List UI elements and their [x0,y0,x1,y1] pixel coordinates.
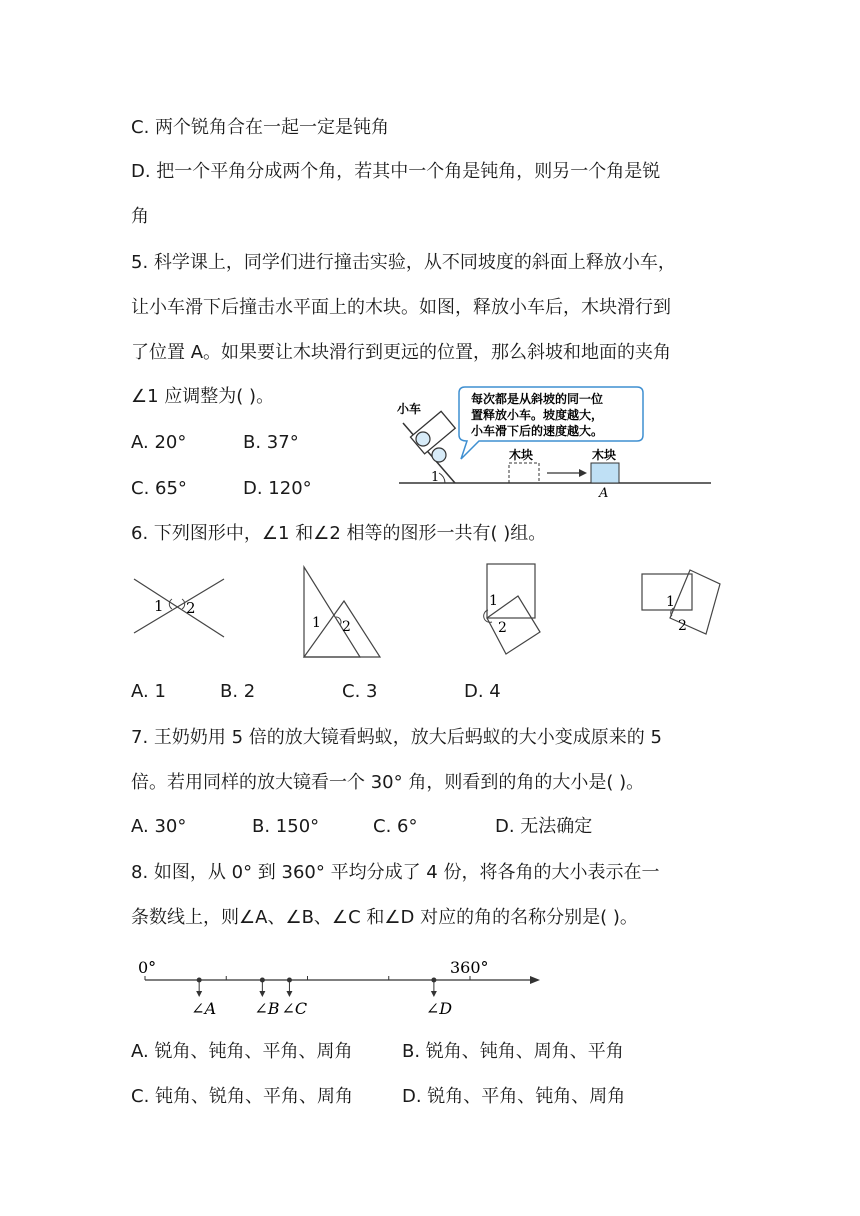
car-label: 小车 [397,402,422,416]
car [410,411,455,454]
q5-stem-line4: ∠1 应调整为( )。 [131,386,275,407]
q6-option-c: C. 3 [342,681,378,702]
block-end-label: 木块 [592,448,617,462]
numberline-pointer-head [431,991,437,997]
bubble-line1: 每次都是从斜坡的同一位 [471,392,604,406]
q7-option-a: A. 30° [131,816,187,837]
numberline-arrowhead [530,976,540,984]
q6-option-b: B. 2 [220,681,256,702]
numberline-point-label: ∠B [254,999,280,1018]
numberline-point-label: ∠D [425,999,453,1018]
angle-2-label: 2 [678,618,687,634]
numberline-start-label: 0° [138,958,157,977]
q7-stem-line2: 倍。若用同样的放大镜看一个 30° 角，则看到的角的大小是( )。 [131,772,645,793]
q7-option-b: B. 150° [252,816,320,837]
q6-stem: 6. 下列图形中，∠1 和∠2 相等的图形一共有( )组。 [131,523,547,544]
angle-arc [439,473,445,483]
numberline-pointer-head [196,991,202,997]
block-end [591,463,619,483]
q8-stem-line1: 8. 如图，从 0° 到 360° 平均分成了 4 份，将各角的大小表示在一 [131,862,660,883]
q7-option-d: D. 无法确定 [495,816,593,837]
q4-option-d-line2: 角 [131,206,149,227]
angle-label: 1 [431,470,440,485]
angle-1-label: 1 [489,593,498,609]
q6-figure-1 [130,575,230,640]
bubble-line3: 小车滑下后的速度越大。 [471,424,604,438]
q6-figure-2 [300,565,385,660]
q4-option-d-line1: D. 把一个平角分成两个角，若其中一个角是钝角，则另一个角是锐 [131,161,661,182]
q6-figure-4 [640,568,725,638]
angle-1-label: 1 [312,615,321,631]
q8-option-b: B. 锐角、钝角、周角、平角 [402,1041,624,1062]
q5-option-c: C. 65° [131,478,187,499]
block-start [509,463,539,483]
q5-stem-line3: 了位置 A。如果要让木块滑行到更远的位置，那么斜坡和地面的夹角 [131,342,672,363]
q5-ramp-figure [395,383,715,501]
numberline-end-label: 360° [450,958,489,977]
q5-option-a: A. 20° [131,432,187,453]
angle-1-label: 1 [154,597,164,615]
q8-option-a: A. 锐角、钝角、平角、周角 [131,1041,353,1062]
q6-figure-3 [480,560,550,660]
q5-option-d: D. 120° [243,478,312,499]
q7-stem-line1: 7. 王奶奶用 5 倍的放大镜看蚂蚁，放大后蚂蚁的大小变成原来的 5 [131,727,662,748]
car-wheel [416,432,430,446]
q6-option-a: A. 1 [131,681,166,702]
numberline-point-label: ∠A [191,999,217,1018]
q8-option-c: C. 钝角、锐角、平角、周角 [131,1086,354,1107]
numberline-pointer-head [259,991,265,997]
q6-option-d: D. 4 [464,681,501,702]
q8-number-line [130,955,550,1023]
car-wheel [432,448,446,462]
q8-stem-line2: 条数线上，则∠A、∠B、∠C 和∠D 对应的角的名称分别是( )。 [131,907,638,928]
position-a-label: A [599,486,609,501]
q4-option-c: C. 两个锐角合在一起一定是钝角 [131,117,390,138]
bubble-line2: 置释放小车。坡度越大， [471,408,604,422]
numberline-pointer-head [286,991,292,997]
arrow-head [579,469,587,477]
block-start-label: 木块 [509,448,534,462]
angle-2-label: 2 [342,619,351,635]
numberline-point-label: ∠C [281,999,308,1018]
q5-option-b: B. 37° [243,432,299,453]
angle-2-label: 2 [186,599,196,617]
q5-stem-line1: 5. 科学课上，同学们进行撞击实验，从不同坡度的斜面上释放小车， [131,252,676,273]
angle-2-label: 2 [498,620,507,636]
angle-1-label: 1 [666,594,675,610]
q5-stem-line2: 让小车滑下后撞击水平面上的木块。如图，释放小车后，木块滑行到 [131,297,671,318]
q8-option-d: D. 锐角、平角、钝角、周角 [402,1086,626,1107]
q7-option-c: C. 6° [373,816,418,837]
